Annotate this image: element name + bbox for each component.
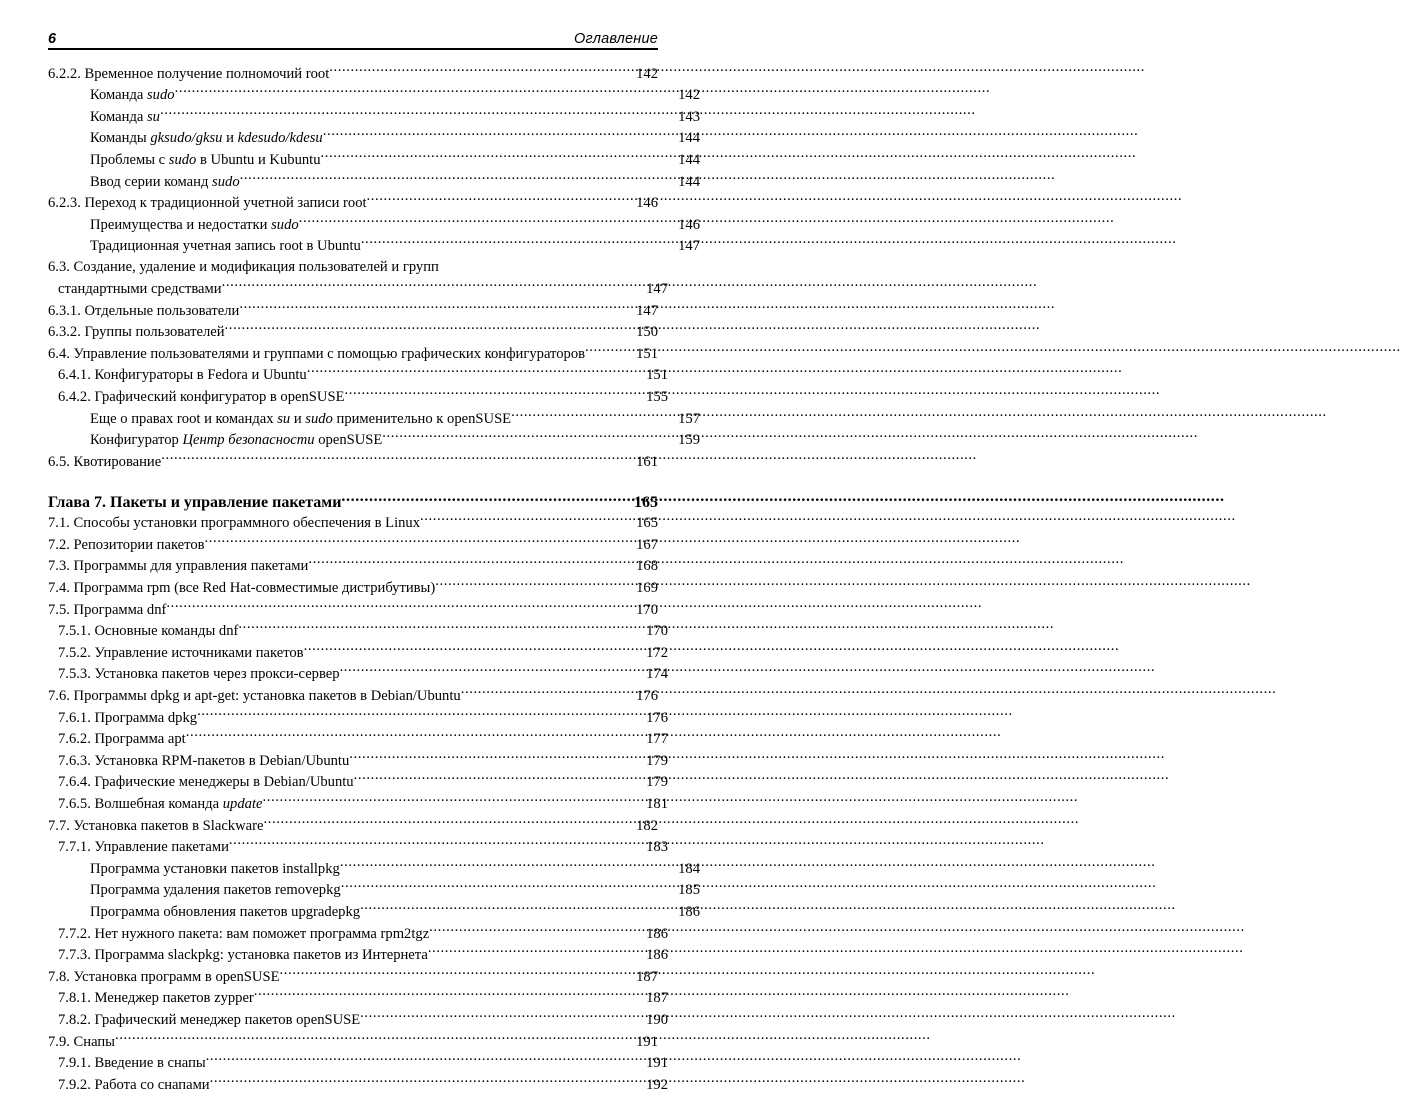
toc-leader-dots [360,1009,642,1024]
toc-page-number: 150 [636,324,658,341]
toc-leader-dots [262,793,642,808]
toc-entry-label: Программа обновления пакетов upgradepkg [90,903,361,920]
toc-leader-dots [435,577,632,592]
toc-entry-label: 7.6. Программы dpkg и apt-get: установка пакетов в Debian/Ubuntu [48,688,461,705]
toc-page-number: 185 [678,882,700,899]
toc-page-number: 190 [646,1011,668,1028]
toc-entry-label: 7.5.2. Управление источниками пакетов [58,644,304,661]
toc-entry-label: 6.4. Управление пользователями и группами с помощью графических конфигураторов [48,345,586,362]
toc-page-number: 147 [678,238,700,255]
toc-entry-label: Еще о правах root и командах su и sudo применительно к openSUSE [90,410,512,427]
toc-leader-dots [239,300,632,315]
toc-leader-dots [511,408,674,423]
toc-entry-label: 6.4.1. Конфигураторы в Fedora и Ubuntu [58,367,307,384]
toc-page-number: 161 [636,453,658,470]
running-head [48,22,658,50]
toc-page-number: 151 [646,367,668,384]
toc-page-number: 192 [646,1076,668,1093]
toc-entry-label: 6.3.2. Группы пользователей [48,324,225,341]
toc-entry-label: Команды gksudo/gksu и kdesudo/kdesu [90,130,323,147]
toc-entry-label: 7.4. Программа rpm (все Red Hat-совместимые дистрибутивы) [48,580,436,597]
toc-page-number: 181 [646,796,668,812]
toc-leader-dots [461,685,632,700]
toc-page-number: 151 [636,345,658,362]
toc-entry[interactable] [48,1074,668,1096]
toc-leader-dots [321,149,674,164]
toc-leader-dots [428,945,642,960]
toc-page-number: 146 [636,195,658,212]
toc-leader-dots [240,171,674,186]
toc-entry-label: Проблемы с sudo в Ubuntu и Kubuntu [90,151,321,168]
toc-entry-label: 7.1. Способы установки программного обеспечения в Linux [48,515,421,532]
toc-entry-label: Традиционная учетная запись root в Ubuntu [90,238,361,255]
toc-leader-dots [225,322,632,337]
toc-leader-dots [323,128,674,143]
toc-page-number: 170 [646,623,668,640]
toc-page-number: 183 [646,839,668,856]
toc-page-number: 182 [636,817,658,834]
toc-entry-label: 7.5.3. Установка пакетов через прокси-сервер [58,666,340,683]
toc-leader-dots [340,858,674,873]
toc-page-number: 165 [634,493,658,511]
toc-entry-label: 7.6.3. Установка RPM-пакетов в Debian/Ubuntu [58,752,350,769]
toc-page-number: 186 [646,947,668,964]
toc-entry-label: 7.8.2. Графический менеджер пакетов openSUSE [58,1011,361,1028]
toc-leader-dots [585,343,632,358]
toc-leader-dots [382,430,674,445]
toc-entry-label: 7.2. Репозитории пакетов [48,536,205,553]
toc-leader-dots [186,729,642,744]
toc-page-number: 187 [636,968,658,985]
toc-entry-label: 7.3. Программы для управления пакетами [48,558,309,575]
page-folio: 6 [48,30,57,47]
toc-leader-dots [420,513,632,528]
toc-page-number: 167 [636,536,658,553]
toc-page-number: 191 [646,1055,668,1072]
toc-entry-label: Конфигуратор Центр безопасности openSUSE [90,432,383,449]
toc-entry-label: Программа установки пакетов installpkg [90,860,340,877]
toc-leader-dots [304,642,642,657]
toc-page-number: 144 [678,130,700,147]
toc-page-number: 147 [636,302,658,319]
toc-page-number: 191 [636,1033,658,1050]
toc-entry-label: 6.3.1. Отдельные пользователи [48,302,240,319]
toc-entry-label: 6.4.2. Графический конфигуратор в openSUSE [58,388,345,405]
toc-leader-dots [205,534,632,549]
toc-leader-dots [344,386,642,401]
toc-entry-label: 7.6.2. Программа apt [58,731,186,748]
toc-leader-dots [161,451,632,466]
toc-entry-label: 7.7.2. Нет нужного пакета: вам поможет программа rpm2tgz [58,925,430,942]
toc-page-number: 176 [636,688,658,705]
toc-leader-dots [367,193,632,208]
toc-leader-dots [263,815,632,830]
toc-entry-label: Глава 7. Пакеты и управление пакетами [48,493,342,511]
toc-page-number: 177 [646,731,668,748]
toc-entry-line: 6.3. Создание, удаление и модификация пользователей и групп [48,259,439,276]
toc-leader-dots [210,1074,642,1089]
toc-entry-label: Программа удаления пакетов removepkg [90,882,341,899]
toc-page-number: 159 [678,432,700,449]
toc-page-number: 169 [636,580,658,597]
toc-entry[interactable] [48,236,700,258]
toc-leader-dots [360,901,674,916]
toc-entry-label: Преимущества и недостатки sudo [90,216,299,233]
toc-page-number: 179 [646,774,668,791]
toc-page-number: 172 [646,644,668,661]
toc-entry-label: 6.5. Квотирование [48,453,162,470]
toc-leader-dots [229,837,642,852]
running-head-title: Оглавление [574,30,658,47]
toc-leader-dots [429,923,642,938]
toc-leader-dots [329,63,632,78]
toc-entry-label: 7.6.5. Волшебная команда update [58,796,263,812]
toc-page-number: 186 [646,925,668,942]
toc-page [0,0,700,1093]
toc-page-number: 142 [636,65,658,82]
toc-entry[interactable] [48,451,658,473]
toc-entry-label: Команда su [90,108,160,125]
toc-leader-dots [280,966,633,981]
toc-page-number: 184 [678,860,700,877]
toc-entry-label: 7.8. Установка программ в openSUSE [48,968,280,985]
toc-page-number: 146 [678,216,700,233]
toc-entry-label: 7.7.3. Программа slackpkg: установка пакетов из Интернета [58,947,428,964]
toc-entry-label: 7.9. Снапы [48,1033,115,1050]
toc-entry-label: Команда sudo [90,87,175,104]
toc-leader-dots [361,236,674,251]
toc-page-number: 157 [678,410,700,427]
toc-leader-dots [349,750,642,765]
toc-entry-label: 7.9.2. Работа со снапами [58,1076,210,1093]
toc-page-number: 142 [678,87,700,104]
toc-entry-label: 7.6.1. Программа dpkg [58,709,198,726]
toc-entry-label: 7.8.1. Менеджер пакетов zypper [58,990,254,1007]
toc-page-number: 155 [646,388,668,405]
toc-leader-dots [254,988,642,1003]
toc-entry-label: стандартными средствами [58,280,222,297]
toc-entry-label: 6.2.3. Переход к традиционной учетной записи root [48,195,367,212]
toc-page-number: 170 [636,601,658,618]
toc-leader-dots [341,880,674,895]
toc-page-number: 144 [678,151,700,168]
toc-leader-dots [308,556,632,571]
toc-entry-label: Ввод серии команд sudo [90,173,240,190]
toc-entry-label: 7.5. Программа dnf [48,601,167,618]
toc-leader-dots [354,772,642,787]
toc-leader-dots [238,621,642,636]
toc-leader-dots [197,707,642,722]
toc-leader-dots [222,278,642,293]
toc-leader-dots [166,599,632,614]
toc-entry-label: 7.7. Установка пакетов в Slackware [48,817,264,834]
toc-leader-dots [175,85,674,100]
toc-page-number: 144 [678,173,700,190]
toc-leader-dots [341,491,632,507]
table-of-contents [48,63,700,1096]
toc-leader-dots [160,106,674,121]
toc-page-number: 174 [646,666,668,683]
toc-page-number: 187 [646,990,668,1007]
toc-page-number: 147 [646,280,668,297]
toc-entry-label: 6.2.2. Временное получение полномочий root [48,65,330,82]
toc-page-number: 179 [646,752,668,769]
toc-entry-label: 7.5.1. Основные команды dnf [58,623,239,640]
toc-page-number: 176 [646,709,668,726]
toc-entry[interactable] [48,322,658,344]
toc-page-number: 168 [636,558,658,575]
toc-leader-dots [299,214,674,229]
toc-leader-dots [115,1031,632,1046]
toc-leader-dots [307,365,642,380]
toc-page-number: 143 [678,108,700,125]
toc-leader-dots [206,1053,642,1068]
toc-entry-label: 7.7.1. Управление пакетами [58,839,229,856]
toc-entry-label: 7.6.4. Графические менеджеры в Debian/Ubuntu [58,774,354,791]
toc-leader-dots [340,664,642,679]
toc-entry-label: 7.9.1. Введение в снапы [58,1055,206,1072]
toc-page-number: 165 [636,515,658,532]
toc-page-number: 186 [678,903,700,920]
